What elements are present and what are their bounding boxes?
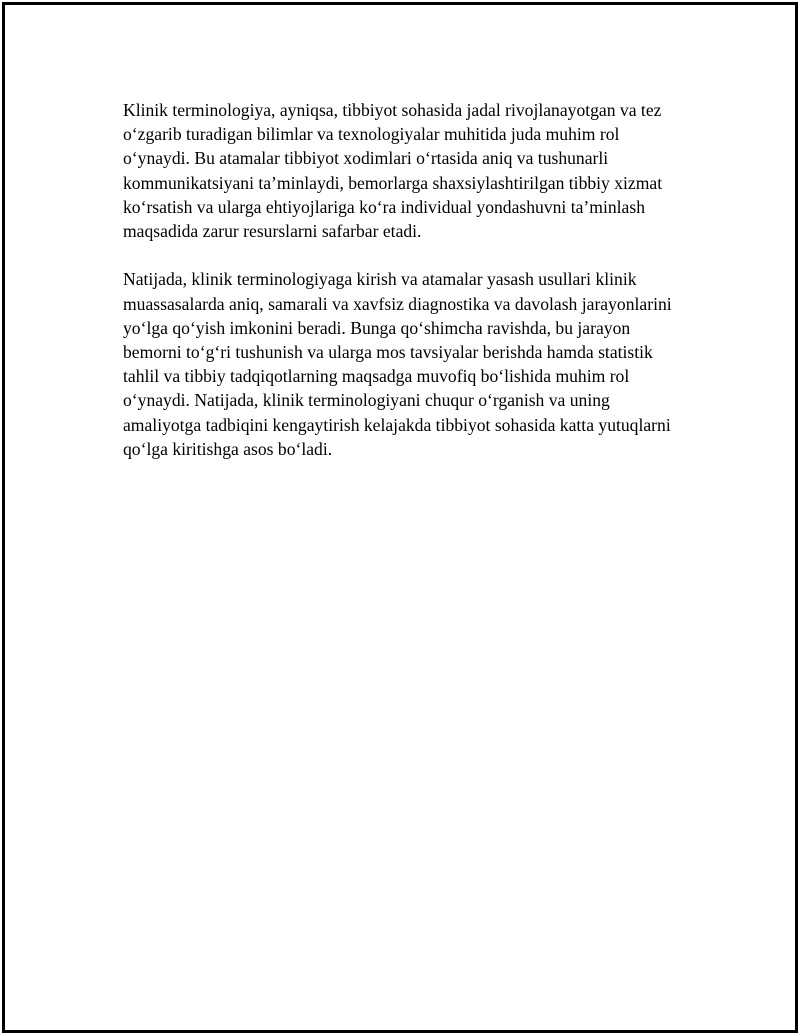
page-border bbox=[2, 2, 798, 1033]
paragraph-1: Klinik terminologiya, ayniqsa, tibbiyot sohasida jadal rivojlanayotgan va tez oʻzgarib turadigan bilimlar va texnologiyalar muhitida juda muhim rol oʻynaydi. Bu atamalar tibbiyot xodimlari oʻrtasida aniq va tushunarli kommunikatsiyani taʼminlaydi, bemorlarga shaxsiylashtirilgan tibbiy xizmat koʻrsatish va ularga ehtiyojlariga koʻra individual yondashuvni taʼminlash maqsadida zarur resurslarni safarbar etadi. bbox=[123, 100, 663, 242]
paragraph-2: Natijada, klinik terminologiyaga kirish va atamalar yasash usullari klinik muassasalarda aniq, samarali va xavfsiz diagnostika va davolash jarayonlarini yoʻlga qoʻyish imkonini beradi. Bunga qoʻshimcha ravishda, bu jarayon bemorni toʻgʻri tushunish va ularga mos tavsiyalar berishda hamda statistik tahlil va tibbiy tadqiqotlarning maqsadga muvofiq boʻlishida muhim rol oʻynaydi. Natijada, klinik terminologiyani chuqur oʻrganish va uning amaliyotga tadbiqini kengaytirish kelajakda tibbiyot sohasida katta yutuqlarni qoʻlga kiritishga asos boʻladi. bbox=[123, 269, 672, 459]
document-body bbox=[123, 98, 683, 461]
